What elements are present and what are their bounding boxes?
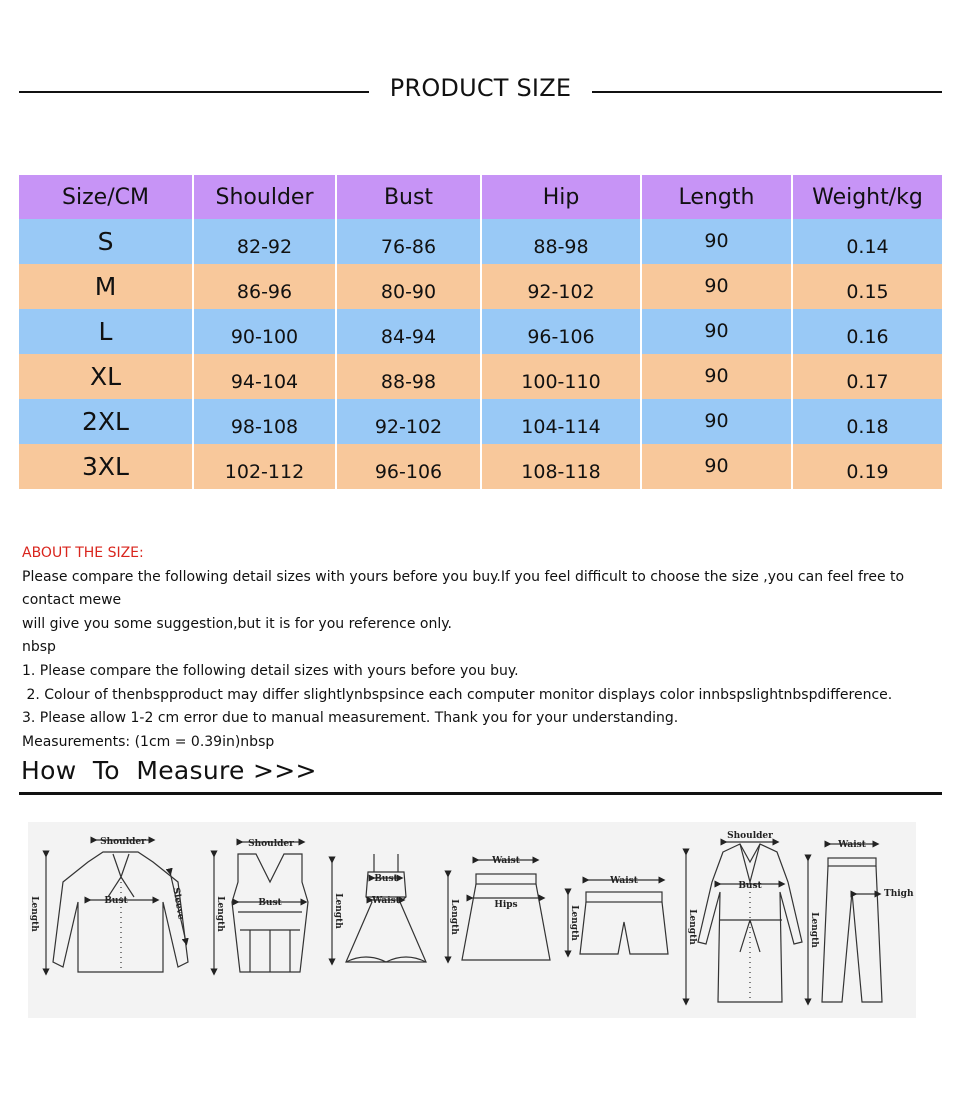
column-header: Shoulder <box>193 175 336 219</box>
about-line: will give you some suggestion,but it is for you reference only. <box>22 615 452 632</box>
diagram-label: Hips <box>494 900 518 910</box>
bust-cell: 88-98 <box>336 354 481 399</box>
column-header: Size/CM <box>19 175 193 219</box>
diagram-label: Waist <box>610 876 638 886</box>
measurement-diagrams-svg <box>28 822 916 1018</box>
diagram-label: Length <box>687 909 697 945</box>
how-to-measure-title: How To Measure >>> <box>21 756 317 785</box>
skirt-diagram <box>448 860 550 960</box>
table-row <box>19 399 942 444</box>
size-cell: XL <box>19 354 193 399</box>
bust-cell: 80-90 <box>336 264 481 309</box>
diagram-label: Thigh <box>884 889 914 899</box>
diagram-label: Bust <box>104 896 128 906</box>
diagram-label: Length <box>809 912 819 948</box>
diagram-label: Length <box>333 893 343 929</box>
diagram-label: Bust <box>258 898 282 908</box>
bust-cell: 84-94 <box>336 309 481 354</box>
bust-cell: 96-106 <box>336 444 481 489</box>
diagram-label: Waist <box>838 840 866 850</box>
diagram-label: Waist <box>372 896 400 906</box>
size-cell: M <box>19 264 193 309</box>
diagram-label: Sleeve <box>170 886 186 921</box>
size-cell: S <box>19 219 193 264</box>
table-row <box>19 354 942 399</box>
about-line: Please compare the following detail sizes with yours before you buy.If you feel difficult to choose the size ,you can feel free to contact mewe <box>22 568 905 609</box>
hip-cell: 88-98 <box>481 219 641 264</box>
size-table-header <box>19 175 942 219</box>
weight-cell: 0.17 <box>846 371 889 393</box>
weight-cell: 0.16 <box>846 326 889 348</box>
blouse-diagram <box>46 840 188 972</box>
title-rule-left <box>19 91 369 93</box>
weight-cell: 0.15 <box>846 281 889 303</box>
size-cell: 3XL <box>19 444 193 489</box>
shoulder-cell: 86-96 <box>193 264 336 309</box>
hip-cell: 108-118 <box>481 444 641 489</box>
diagram-label: Shoulder <box>100 837 146 847</box>
measurement-diagrams <box>28 822 916 1018</box>
diagram-label: Length <box>569 905 579 941</box>
diagram-label: Shoulder <box>248 839 294 849</box>
dress-diagram <box>332 854 426 962</box>
about-line: 3. Please allow 1-2 cm error due to manual measurement. Thank you for your understanding. <box>22 710 679 727</box>
shoulder-cell: 90-100 <box>193 309 336 354</box>
about-line: 2. Colour of thenbspproduct may differ slightlynbspsince each computer monitor displays color innbspslightnbspdifference. <box>22 686 893 703</box>
table-row <box>19 219 942 264</box>
length-cell: 90 <box>641 219 792 264</box>
weight-cell: 0.18 <box>846 416 889 438</box>
bust-cell: 92-102 <box>336 399 481 444</box>
diagram-label: Waist <box>492 856 520 866</box>
hip-cell: 100-110 <box>481 354 641 399</box>
shoulder-cell: 102-112 <box>193 444 336 489</box>
diagram-label: Length <box>29 896 39 932</box>
page-title: PRODUCT SIZE <box>389 74 572 102</box>
title-rule-right <box>592 91 942 93</box>
hip-cell: 96-106 <box>481 309 641 354</box>
size-table <box>19 175 942 489</box>
table-row <box>19 444 942 489</box>
measure-rule <box>19 792 942 795</box>
about-section <box>22 542 942 754</box>
diagram-label: Shoulder <box>727 831 773 841</box>
size-cell: 2XL <box>19 399 193 444</box>
diagram-label: Length <box>215 896 225 932</box>
weight-cell: 0.14 <box>846 236 889 258</box>
about-line: Measurements: (1cm = 0.39in)nbsp <box>22 733 275 750</box>
shoulder-cell: 94-104 <box>193 354 336 399</box>
length-cell: 90 <box>641 309 792 354</box>
size-cell: L <box>19 309 193 354</box>
shorts-diagram <box>568 880 668 954</box>
coat-diagram <box>686 842 802 1002</box>
length-cell: 90 <box>641 354 792 399</box>
about-line: 1. Please compare the following detail sizes with yours before you buy. <box>22 662 519 679</box>
shoulder-cell: 82-92 <box>193 219 336 264</box>
diagram-label: Bust <box>374 874 398 884</box>
hip-cell: 92-102 <box>481 264 641 309</box>
column-header: Bust <box>336 175 481 219</box>
weight-cell: 0.19 <box>846 461 889 483</box>
column-header: Length <box>641 175 792 219</box>
table-row <box>19 264 942 309</box>
bust-cell: 76-86 <box>336 219 481 264</box>
shoulder-cell: 98-108 <box>193 399 336 444</box>
column-header: Weight/kg <box>812 184 923 210</box>
hip-cell: 104-114 <box>481 399 641 444</box>
diagram-label: Bust <box>738 881 762 891</box>
diagram-label: Length <box>449 899 459 935</box>
column-header: Hip <box>481 175 641 219</box>
length-cell: 90 <box>641 444 792 489</box>
about-line: nbsp <box>22 639 56 656</box>
length-cell: 90 <box>641 399 792 444</box>
length-cell: 90 <box>641 264 792 309</box>
about-heading: ABOUT THE SIZE: <box>22 545 144 561</box>
table-row <box>19 309 942 354</box>
